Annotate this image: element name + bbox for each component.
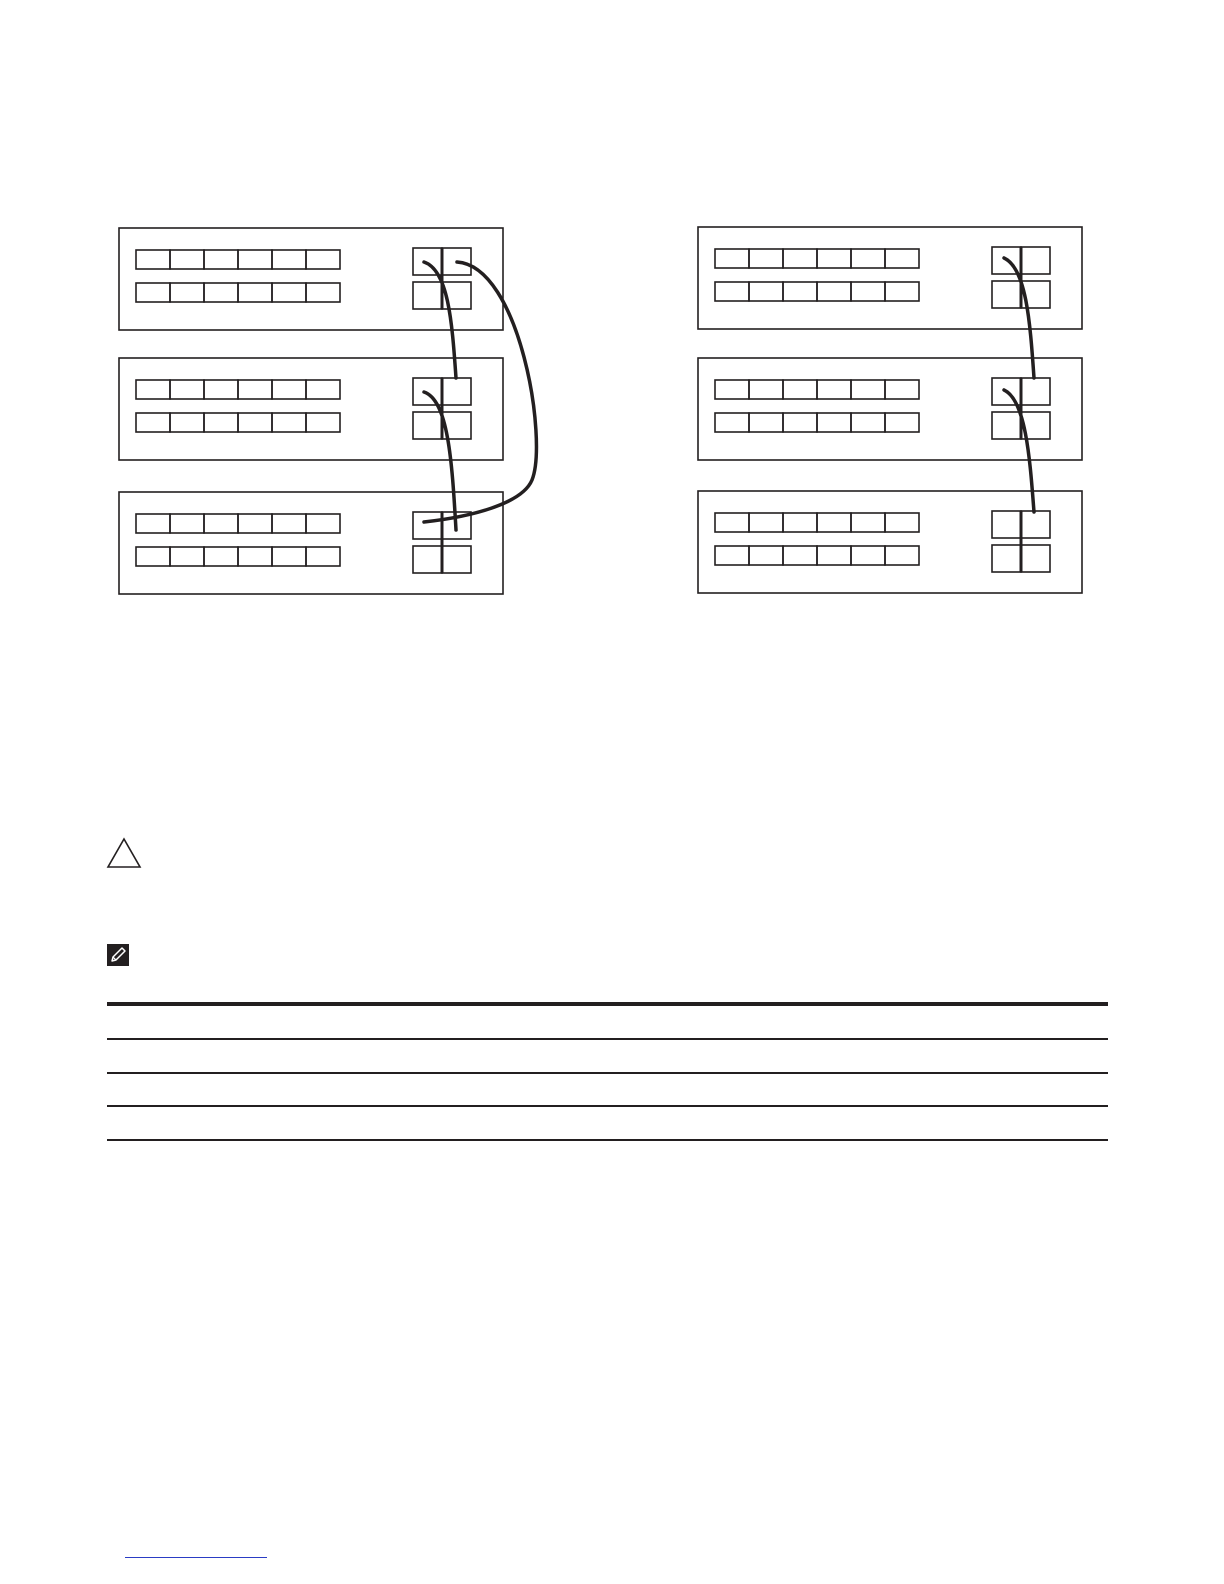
footer-link-underline[interactable] (125, 1557, 267, 1558)
stacking-cable (1004, 390, 1034, 512)
network-port (306, 283, 340, 302)
network-port (817, 282, 851, 301)
stacking-port (413, 378, 442, 405)
switch-unit (119, 228, 503, 330)
network-port (817, 546, 851, 565)
network-port (749, 513, 783, 532)
network-port (204, 547, 238, 566)
network-port (715, 513, 749, 532)
stacking-port (413, 282, 442, 309)
network-port (715, 413, 749, 432)
note-pencil-icon (107, 944, 129, 966)
table-bottom-rule (107, 1139, 1108, 1141)
network-port (783, 380, 817, 399)
network-port (170, 413, 204, 432)
network-port (851, 282, 885, 301)
network-port (306, 380, 340, 399)
network-port (170, 283, 204, 302)
network-port (885, 513, 919, 532)
network-port (306, 514, 340, 533)
network-port (272, 547, 306, 566)
network-port (238, 250, 272, 269)
network-port (749, 282, 783, 301)
network-port (817, 513, 851, 532)
network-port (851, 413, 885, 432)
network-port (306, 250, 340, 269)
network-port (204, 380, 238, 399)
network-port (238, 380, 272, 399)
network-port (783, 413, 817, 432)
stacking-port (992, 281, 1021, 308)
network-port (238, 514, 272, 533)
network-port (272, 250, 306, 269)
stacking-port (1021, 378, 1050, 405)
network-port (885, 380, 919, 399)
network-port (136, 380, 170, 399)
network-port (306, 547, 340, 566)
stacking-port (992, 412, 1021, 439)
table-row-divider (107, 1038, 1108, 1040)
stacking-cable (424, 262, 456, 378)
network-port (238, 547, 272, 566)
network-port (885, 282, 919, 301)
network-port (204, 250, 238, 269)
network-port (783, 513, 817, 532)
stacking-port (413, 546, 442, 573)
network-port (306, 413, 340, 432)
network-port (136, 514, 170, 533)
network-port (749, 413, 783, 432)
switch-unit (698, 358, 1082, 460)
network-port (170, 250, 204, 269)
network-port (136, 250, 170, 269)
stacking-port (1021, 247, 1050, 274)
network-port (272, 380, 306, 399)
table-row-divider (107, 1105, 1108, 1107)
switch-unit (698, 227, 1082, 329)
stacking-port (442, 546, 471, 573)
network-port (238, 283, 272, 302)
table-row-divider (107, 1072, 1108, 1074)
network-port (749, 380, 783, 399)
network-port (885, 413, 919, 432)
stacking-cable (1004, 258, 1034, 378)
stacking-port (1021, 511, 1050, 538)
network-port (204, 514, 238, 533)
network-port (136, 283, 170, 302)
network-port (272, 514, 306, 533)
network-port (170, 547, 204, 566)
network-port (715, 380, 749, 399)
network-port (851, 513, 885, 532)
stacking-port (413, 512, 442, 539)
network-port (715, 546, 749, 565)
network-port (851, 380, 885, 399)
network-port (817, 249, 851, 268)
network-port (851, 249, 885, 268)
switch-unit (119, 358, 503, 460)
network-port (885, 249, 919, 268)
network-port (272, 413, 306, 432)
network-port (170, 514, 204, 533)
switch-unit (698, 491, 1082, 593)
network-port (817, 380, 851, 399)
network-port (170, 380, 204, 399)
switch-unit (119, 492, 503, 594)
network-port (136, 413, 170, 432)
network-port (238, 413, 272, 432)
network-port (749, 249, 783, 268)
table-top-rule (107, 1002, 1108, 1006)
network-port (715, 249, 749, 268)
network-port (136, 547, 170, 566)
caution-triangle-icon (106, 837, 142, 869)
stacking-port (992, 545, 1021, 572)
network-port (885, 546, 919, 565)
stacking-port (992, 511, 1021, 538)
network-port (204, 413, 238, 432)
network-port (204, 283, 238, 302)
network-port (783, 282, 817, 301)
stacking-port (442, 378, 471, 405)
network-port (783, 249, 817, 268)
network-port (272, 283, 306, 302)
network-port (817, 413, 851, 432)
stacking-port (1021, 545, 1050, 572)
network-port (851, 546, 885, 565)
network-port (749, 546, 783, 565)
network-port (715, 282, 749, 301)
network-port (783, 546, 817, 565)
stacking-port (413, 412, 442, 439)
stacking-diagram (0, 0, 1224, 640)
